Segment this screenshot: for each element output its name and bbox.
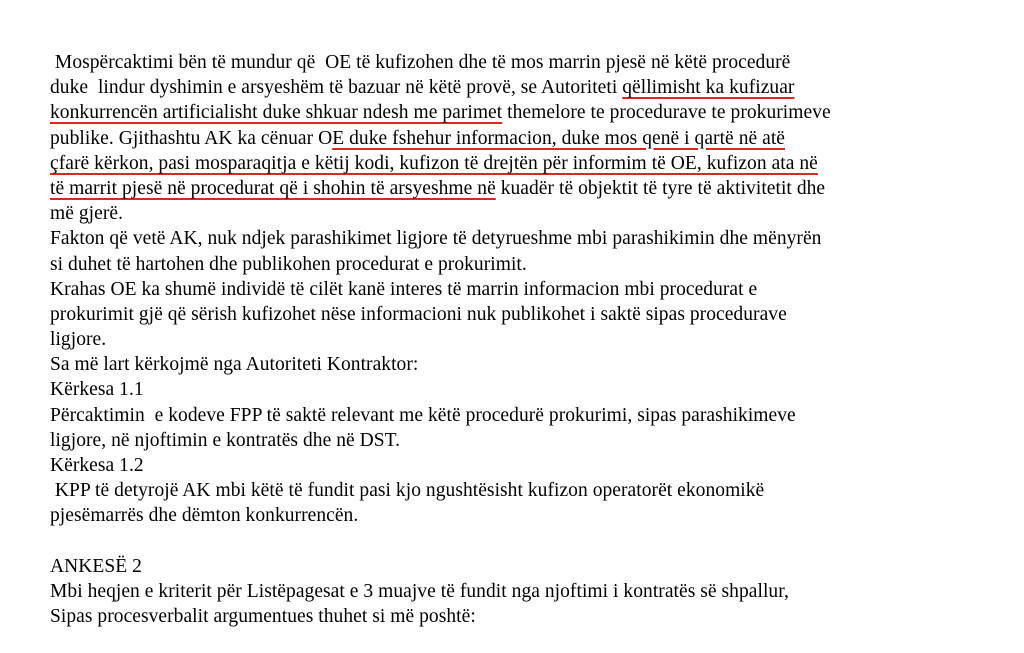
text-line (50, 579, 990, 604)
text-segment: Fakton që vetë AK, nuk ndjek parashikimet ligjore të detyrueshme mbi parashikimin dhe mënyrën (50, 228, 822, 250)
text-segment: ANKESË 2 (50, 555, 142, 577)
text-line (50, 377, 990, 402)
text-segment: prokurimit gjë që sërish kufizohet nëse informacioni nuk publikohet i saktë sipas procedurave (50, 303, 787, 325)
text-line (50, 252, 990, 277)
text-segment: Sipas procesverbalit argumentues thuhet si më poshtë: (50, 606, 476, 628)
text-segment: Mbi heqjen e kriterit për Listëpagesat e 3 muajve të fundit nga njoftimi i kontratës së shpallur, (50, 580, 789, 602)
text-segment: themelore te procedurave te prokurimeve (502, 102, 831, 124)
text-line (50, 50, 990, 75)
text-line (50, 151, 990, 176)
text-line (50, 604, 990, 629)
text-segment: pjesëmarrës dhe dëmton konkurrencën. (50, 505, 359, 527)
text-segment: Përcaktimin e kodeve FPP të saktë relevant me këtë procedurë prokurimi, sipas parashikimeve (50, 404, 796, 426)
text-line (50, 327, 990, 352)
text-segment: Mospërcaktimi bën të mundur që OE të kufizohen dhe të mos marrin pjesë në këtë procedurë (50, 52, 791, 73)
underlined-text: konkurrencën artificialisht duke shkuar ndesh me parimet (50, 102, 503, 124)
text-segment: më gjerë. (50, 203, 123, 225)
text-segment: Krahas OE ka shumë individë të cilët kanë interes të marrin informacion mbi procedurat e (50, 278, 758, 300)
underlined-text: të marrit pjesë në procedurat që i shohin të arsyeshme në (50, 177, 496, 199)
text-line (50, 453, 990, 478)
text-segment: KPP të detyrojë AK mbi këtë të fundit pasi kjo ngushtësisht kufizon operatorët ekonomikë (50, 480, 765, 502)
text-line (50, 176, 990, 201)
text-line (50, 302, 990, 327)
text-line (50, 75, 990, 100)
text-line (50, 403, 990, 428)
document-body (50, 50, 990, 629)
underlined-text: qëllimisht ka kufizuar (622, 77, 795, 99)
text-line (50, 100, 990, 125)
text-line (50, 478, 990, 503)
text-line (50, 428, 990, 453)
text-segment: kuadër të objektit të tyre të aktivitetit dhe (495, 177, 826, 199)
text-segment: Sa më lart kërkojmë nga Autoriteti Kontraktor: (50, 354, 419, 376)
text-line (50, 201, 990, 226)
text-line (50, 554, 990, 579)
text-segment: duke lindur dyshimin e arsyeshëm të bazuar në këtë provë, se Autoriteti (50, 77, 623, 99)
text-segment: si duhet të hartohen dhe publikohen procedurat e prokurimit. (50, 253, 527, 275)
text-segment: ligjore, në njoftimin e kontratës dhe në DST. (50, 429, 401, 451)
text-segment: ligjore. (50, 329, 107, 351)
text-line (50, 503, 990, 528)
text-line (50, 126, 990, 151)
underlined-text: çfarë kërkon, pasi mosparaqitja e këtij kodi, kufizon të drejtën për informim të OE, kufizon ata në (50, 152, 818, 174)
underlined-text: E duke fshehur informacion, duke mos qenë i qartë në atë (332, 127, 785, 149)
text-segment: Kërkesa 1.2 (50, 455, 144, 476)
blank-line (50, 529, 990, 554)
text-line (50, 352, 990, 377)
text-segment: Kërkesa 1.1 (50, 379, 144, 401)
text-line (50, 277, 990, 302)
text-line (50, 226, 990, 251)
text-segment: publike. Gjithashtu AK ka cënuar O (50, 127, 333, 149)
